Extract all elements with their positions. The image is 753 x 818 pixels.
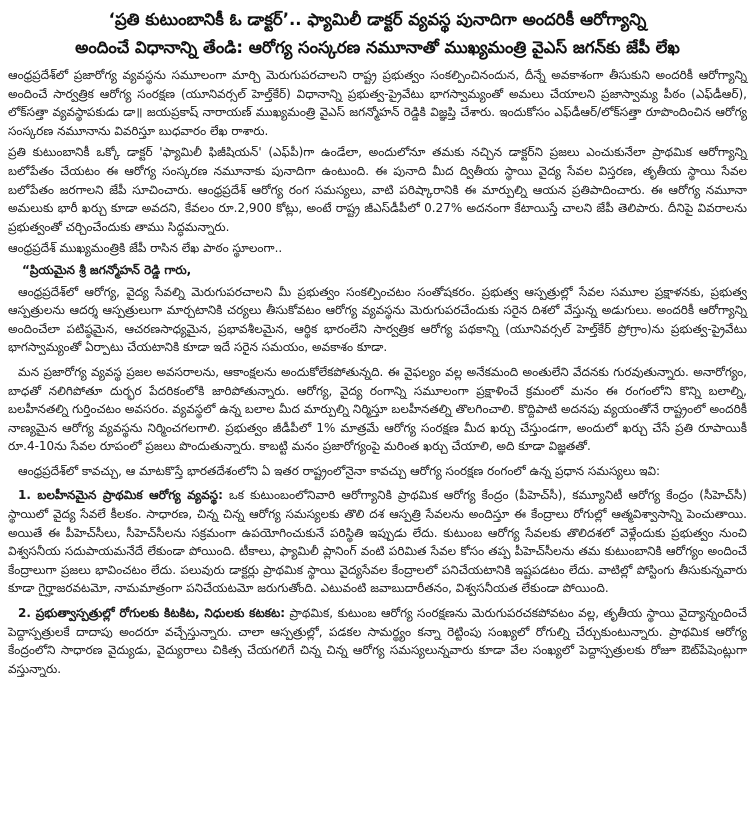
letter-paragraph-1: ఆంధ్రప్రదేశ్‌లో ఆరోగ్య, వైద్య సేవల్ని మెరుగుపరచాలని మీ ప్రభుత్వం సంకల్పించటం సంతోషకరం. ప్రభుత్వ ఆస్పత్రుల్లో సేవల సమూల ప్రక్షాళనకు, ప్రభుత్వ ఆస్పత్రులను ఆదర్శ ఆస్పత్రులుగా మార్చటానికి చర్యలు తీసుకోవటం ఆరోగ్య వ్యవస్థను మెరుగుపరచేందుకు సరైన దిశలో వేస్తున్న అడుగులు. అందరికీ ఆరోగ్యాన్ని అందించేలా పటిష్ఠమైన, ఆచరణసాధ్యమైన, ప్రభావశీలమైన, ఆర్థిక భారంలేని సార్వత్రిక ఆరోగ్య పథకాన్ని (యూనివర్సల్ హెల్త్‌కేర్ ప్రోగ్రాం)ను ప్రభుత్వ-ప్రైవేటు భాగస్వామ్యంతో ఏర్పాటు చేయటానికి కూడా ఇదే సరైన సమయం, అవకాశం కూడా. <box>8 284 747 355</box>
letter-salutation: “ప్రియమైన శ్రీ జగన్మోహన్ రెడ్డి గారు, <box>22 262 192 277</box>
headline-line-1: ‘ప్రతి కుటుంబానికీ ఓ డాక్టర్’.. ఫ్యామిలీ డాక్టర్ వ్యవస్థ పునాదిగా అందరికీ ఆరోగ్యాన్ని <box>108 10 647 29</box>
letter-paragraph-2: మన ప్రజారోగ్య వ్యవస్థ ప్రజల అవసరాలను, ఆకాంక్షలను అందుకోలేకపోతున్నది. ఈ వైఫల్యం వల్ల అనేకమంది అంతులేని వేదనకు గురవుతున్నారు. అనారోగ్యం, బాధతో నలిగిపోతూ దుర్భర పేదరికంలోకి జారిపోతున్నారు. ఆరోగ్య, వైద్య రంగాన్ని సమూలంగా ప్రక్షాళించే క్రమంలో మనం ఈ రంగంలోని కొన్ని బలాల్ని, బలహీనతల్ని గుర్తించటం అవసరం. వ్యవస్థలో ఉన్న బలాల మీద మార్పుల్ని నిర్మిస్తూ బలహీనతల్ని తొలగించాలి. కొద్దిపాటి అదనపు వ్యయంతోనే రాష్ట్రంలో అందరికీ నాణ్యమైన ఆరోగ్య వ్యవస్థను నిర్మించగలగాలి. ప్రభుత్వం జీడీపీలో 1% మాత్రమే ఆరోగ్య సంరక్షణ మీద ఖర్చు చేస్తుండగా, అందులో ఖర్చు చేసే ప్రతి రూపాయికీ రూ.4-10ను సేవల రూపంలో ప్రజలు పొందుతున్నారు. కాబట్టి మనం ప్రజారోగ్యంపై మరింత ఖర్చు చేయాలి, అది కూడా విజ్ఞతతో. <box>8 364 747 454</box>
letter-intro-paragraph: ఆంధ్రప్రదేశ్ ముఖ్యమంత్రికి జేపీ రాసిన లేఖ పాఠం స్థూలంగా.. <box>8 241 283 256</box>
article-headline <box>8 6 747 62</box>
problem-item-2 <box>8 604 747 678</box>
problem-item-1-text: ఒక కుటుంబంలోనివారి ఆరోగ్యానికి ప్రాథమిక ఆరోగ్య కేంద్రం (పీహెచ్‌సీ), కమ్యూనిటీ ఆరోగ్య కేంద్రం (సీహెచ్‌సీ) స్థాయిలో వైద్య సేవలే కీలకం. సాధారణ, చిన్న చిన్న ఆరోగ్య సమస్యలకు తొలి దశ ఆస్పత్రి సేవలను అందిస్తూ ఈ కేంద్రాలు రోగుల్లో ఆత్మవిశ్వాసాన్ని పెంచుతాయి. అయితే ఈ పీహెచ్‌సీలు, సీహెచ్‌సీలను సక్రమంగా ఉపయోగించుకునే పరిస్థితి ఇప్పుడు లేదు. కుటుంబ ఆరోగ్య సేవలకు తొలిదశలో వెళ్లేందుకు ప్రభుత్వం నుంచి విశ్వసనీయ సదుపాయమనేదే లేకుండా పోయింది. టీకాలు, ఫ్యామిలీ ప్లానింగ్ వంటి పరిమిత సేవల కోసం తప్ప పీహెచ్‌సీలను తమ కుటుంబానికి ఆరోగ్యం అందించే కేంద్రాలుగా ప్రజలు భావించటం లేదు. పలువురు డాక్టర్లు ప్రాథమిక స్థాయి వైద్యసేవల కేంద్రాలలో పనిచేయటానికి ఇష్టపడటం లేదు. వాటిల్లో పోస్టింగు తీసుకున్నవారు కూడా గైర్హాజరవటమో, నామమాత్రంగా పనిచేయటమో జరుగుతోంది. ఎటువంటి జవాబుదారీతనం, విశ్వసనీయత లేకుండా పోయింది. <box>8 488 747 596</box>
problem-item-1-title: 1. బలహీనమైన ప్రాథమిక ఆరోగ్య వ్యవస్థ: <box>18 488 223 503</box>
problem-item-2-text: ప్రాథమిక, కుటుంబ ఆరోగ్య సంరక్షణను మెరుగుపరచకపోవటం వల్ల, తృతీయ స్థాయి వైద్యాన్నందించే పెద్దాస్పత్రులకే దాదాపు అందరూ వచ్చేస్తున్నారు. చాలా ఆస్పత్రుల్లో, పడకల సామర్థ్యం కన్నా రెట్టింపు సంఖ్యలో రోగుల్ని చేర్చుకుంటున్నారు. ప్రాథమిక ఆరోగ్య కేంద్రంలోని సాధారణ వైద్యుడు, వైద్యురాలు చికిత్స చేయగలిగే చిన్న చిన్న ఆరోగ్య సమస్యలున్నవారు కూడా వేల సంఖ్యలో పెద్దాస్పత్రులకు రోజూ ఔట్‌పేషెంట్లుగా వస్తున్నారు. <box>8 606 747 676</box>
intro-paragraph: ఆంధ్రప్రదేశ్‌లో ప్రజారోగ్య వ్యవస్థను సమూలంగా మార్చి మెరుగుపరచాలని రాష్ట్ర ప్రభుత్వం సంకల్పించినందున, దీన్నే అవకాశంగా తీసుకుని అందరికీ ఆరోగ్యాన్ని అందించే సార్వత్రిక ఆరోగ్య సంరక్షణ (యూనివర్సల్ హెల్త్‌కేర్) విధానాన్ని ప్రభుత్వ-ప్రైవేటు భాగస్వామ్యంతో అమలు చేయాలని ప్రజాస్వామ్య పీఠం (ఎఫ్‌డీఆర్), లోక్‌సత్తా వ్యవస్థాపకుడు డా॥ జయప్రకాష్ నారాయణ్ ముఖ్యమంత్రి వైఎస్ జగన్మోహన్ రెడ్డికి విజ్ఞప్తి చేశారు. ఇందుకోసం ఎఫ్‌డీఆర్/లోక్‌సత్తా రూపొందించిన ఆరోగ్య సంస్కరణ నమూనాను వివరిస్తూ బుధవారం లేఖ రాశారు. <box>8 68 747 138</box>
problem-item-1 <box>8 486 747 598</box>
headline-line-2: అందించే విధానాన్ని తేండి: ఆరోగ్య సంస్కరణ నమూనాతో ముఖ్యమంత్రి వైఎస్ జగన్‌కు జేపీ లేఖ <box>75 38 680 57</box>
problem-item-2-title: 2. ప్రభుత్వాస్పత్రుల్లో రోగులకు కిటకిట, నిధులకు కటకట: <box>18 606 286 621</box>
reform-model-paragraph: ప్రతి కుటుంబానికీ ఒక్కో డాక్టర్ 'ఫ్యామిలీ ఫిజీషియన్' (ఎఫ్‌పీ)గా ఉండేలా, అందులోనూ తమకు నచ్చిన డాక్టర్‌ని ప్రజలు ఎంచుకునేలా ప్రాథమిక ఆరోగ్యాన్ని బలోపేతం చేయటం ఈ ఆరోగ్య సంస్కరణ నమూనాకు పునాదిగా ఉంటుంది. ఈ పునాది మీద ద్వితీయ స్థాయి వైద్య సేవల విస్తరణ, తృతీయ స్థాయి సేవల బలోపేతం జరగాలని జేపీ సూచించారు. ఆంధ్రప్రదేశ్ ఆరోగ్య రంగ సమస్యలు, వాటి పరిష్కారానికి ఈ మార్పుల్ని ఆయన ప్రతిపాదించారు. ఈ ఆరోగ్య నమూనా అమలుకు భారీ ఖర్చు కూడా అవదని, కేవలం రూ.2,900 కోట్లు, అంటే రాష్ట్ర జీఎస్‌డీపీలో 0.27% అదనంగా కేటాయిస్తే చాలని జేపీ తెలిపారు. దీనిపై వివరాలను ప్రభుత్వంతో చర్చించేందుకు తాము సిద్ధమన్నారు. <box>8 145 747 234</box>
letter-problems-intro: ఆంధ్రప్రదేశ్‌లో కావచ్చు, ఆ మాటకొస్తే భారతదేశంలోని ఏ ఇతర రాష్ట్రంలోనైనా కావచ్చు ఆరోగ్య సంరక్షణ రంగంలో ఉన్న ప్రధాన సమస్యలు ఇవి: <box>18 463 661 478</box>
